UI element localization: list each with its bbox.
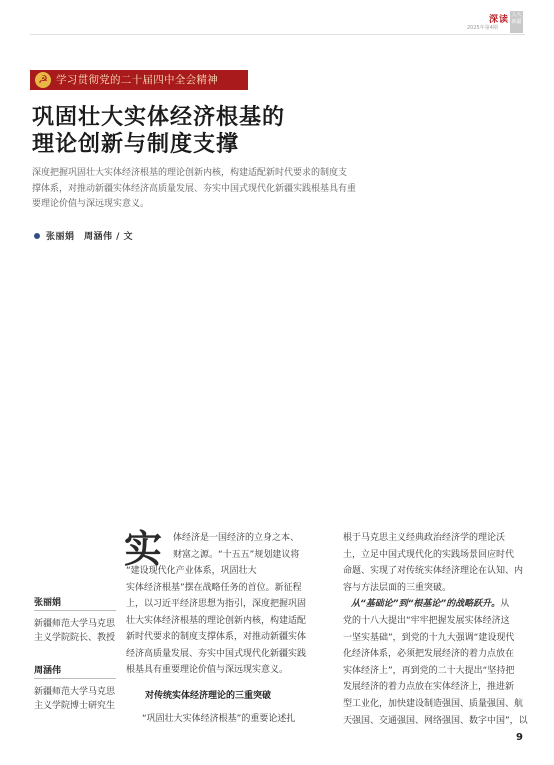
issue-label: 2025年第4期 [467, 25, 498, 31]
body-column-2-emphasis [351, 596, 526, 613]
column-tag: 人大 新疆 [510, 11, 523, 33]
article-title [32, 104, 285, 158]
author-name: 张丽娟 [34, 598, 62, 608]
body-line: 天强国、交通强国、网络强国、数字中国”，以 [343, 715, 528, 726]
author-divider [34, 610, 116, 611]
body-column-1-tail: “巩固壮大实体经济根基”的重要论述扎 [142, 714, 296, 724]
body-column-1 [126, 596, 326, 679]
body-line: 发展经济的着力点放在实体经济上，推进新 [343, 682, 515, 693]
title-line-1: 巩固壮大实体经济根基的 [32, 105, 286, 130]
body-line: 实体经济上”，再到党的二十大提出“坚持把 [343, 665, 515, 676]
body-line: 上，以习近平经济思想为指引，深度把握巩固 [126, 599, 307, 609]
body-column-2-top [343, 530, 524, 596]
author-desc-line: 主义学院院长、教授 [34, 633, 116, 643]
article-abstract [32, 166, 502, 213]
body-line: 财富之源。“十五五”规划建议将 [173, 549, 300, 560]
body-line: 型工业化，加快建设制造强国、质量强国、航 [343, 698, 524, 709]
abstract-line: 撑体系，对推动新疆实体经济高质量发展、夯实中国式现代化新疆实践根基具有重 [32, 183, 357, 194]
emphasis-tail: 从 [500, 599, 510, 609]
title-line-2: 理论创新与制度支撑 [32, 132, 240, 157]
body-line: 实体经济根基”摆在战略任务的首位。新征程 [126, 582, 302, 593]
body-column-1-lead [173, 530, 325, 563]
party-emblem-icon [35, 72, 51, 88]
author-divider [34, 678, 116, 679]
body-line: 容与方法层面的三重突破。 [343, 582, 452, 593]
section-subheading: 对传统实体经济理论的三重突破 [145, 691, 272, 701]
body-column-1-lead-full [126, 563, 326, 596]
author-desc-line: 新疆师范大学马克思 [34, 619, 116, 629]
body-line: “建设现代化产业体系，巩固壮大 [126, 566, 257, 576]
body-line: 党的十八大提出“牢牢把握发展实体经济这 [343, 616, 510, 626]
body-line: 化经济体系，必须把发展经济的着力点放在 [343, 649, 515, 660]
author-desc-line: 新疆师范大学马克思 [34, 687, 116, 697]
emphasis-lead: 从“基础论”到“根基论”的战略跃升。 [351, 599, 501, 609]
abstract-line: 深度把握巩固壮大实体经济根基的理论创新内核，构建适配新时代要求的制度支 [32, 168, 348, 178]
byline-dot-icon [34, 233, 40, 239]
body-column-2 [343, 613, 528, 729]
drop-cap: 实 [124, 527, 163, 571]
body-line: 根基具有重要理论价值与深远现实意义。 [126, 665, 289, 676]
body-line: 土，立足中国式现代化的实践场景回应时代 [343, 549, 515, 560]
body-line: 一坚实基础”，到党的十九大强调“建设现代 [343, 632, 515, 643]
topic-banner: 学习贯彻党的二十届四中全会精神 [30, 70, 248, 90]
body-line: 经济高质量发展、夯实中国式现代化新疆实践 [126, 648, 307, 659]
body-line: 壮大实体经济根基的理论创新内核，构建适配 [126, 615, 307, 626]
body-line: 体经济是一国经济的立身之本、 [173, 533, 300, 543]
abstract-line: 要理论价值与深远现实意义。 [32, 199, 150, 209]
author-desc-line: 主义学院博士研究生 [34, 701, 116, 711]
page-number: 9 [516, 732, 523, 743]
body-line: 命题、实现了对传统实体经济理论在认知、内 [343, 566, 524, 577]
author-description [34, 685, 120, 713]
body-line: 根于马克思主义经典政治经济学的理论沃 [343, 533, 506, 543]
header-divider [30, 34, 525, 35]
body-line: 新时代要求的制度支撑体系，对推动新疆实体 [126, 632, 307, 643]
byline: 张丽娟 周涵伟 / 文 [46, 232, 134, 242]
magazine-section-label: 深读 [489, 15, 510, 25]
author-description [34, 617, 120, 645]
author-name: 周涵伟 [34, 666, 62, 676]
